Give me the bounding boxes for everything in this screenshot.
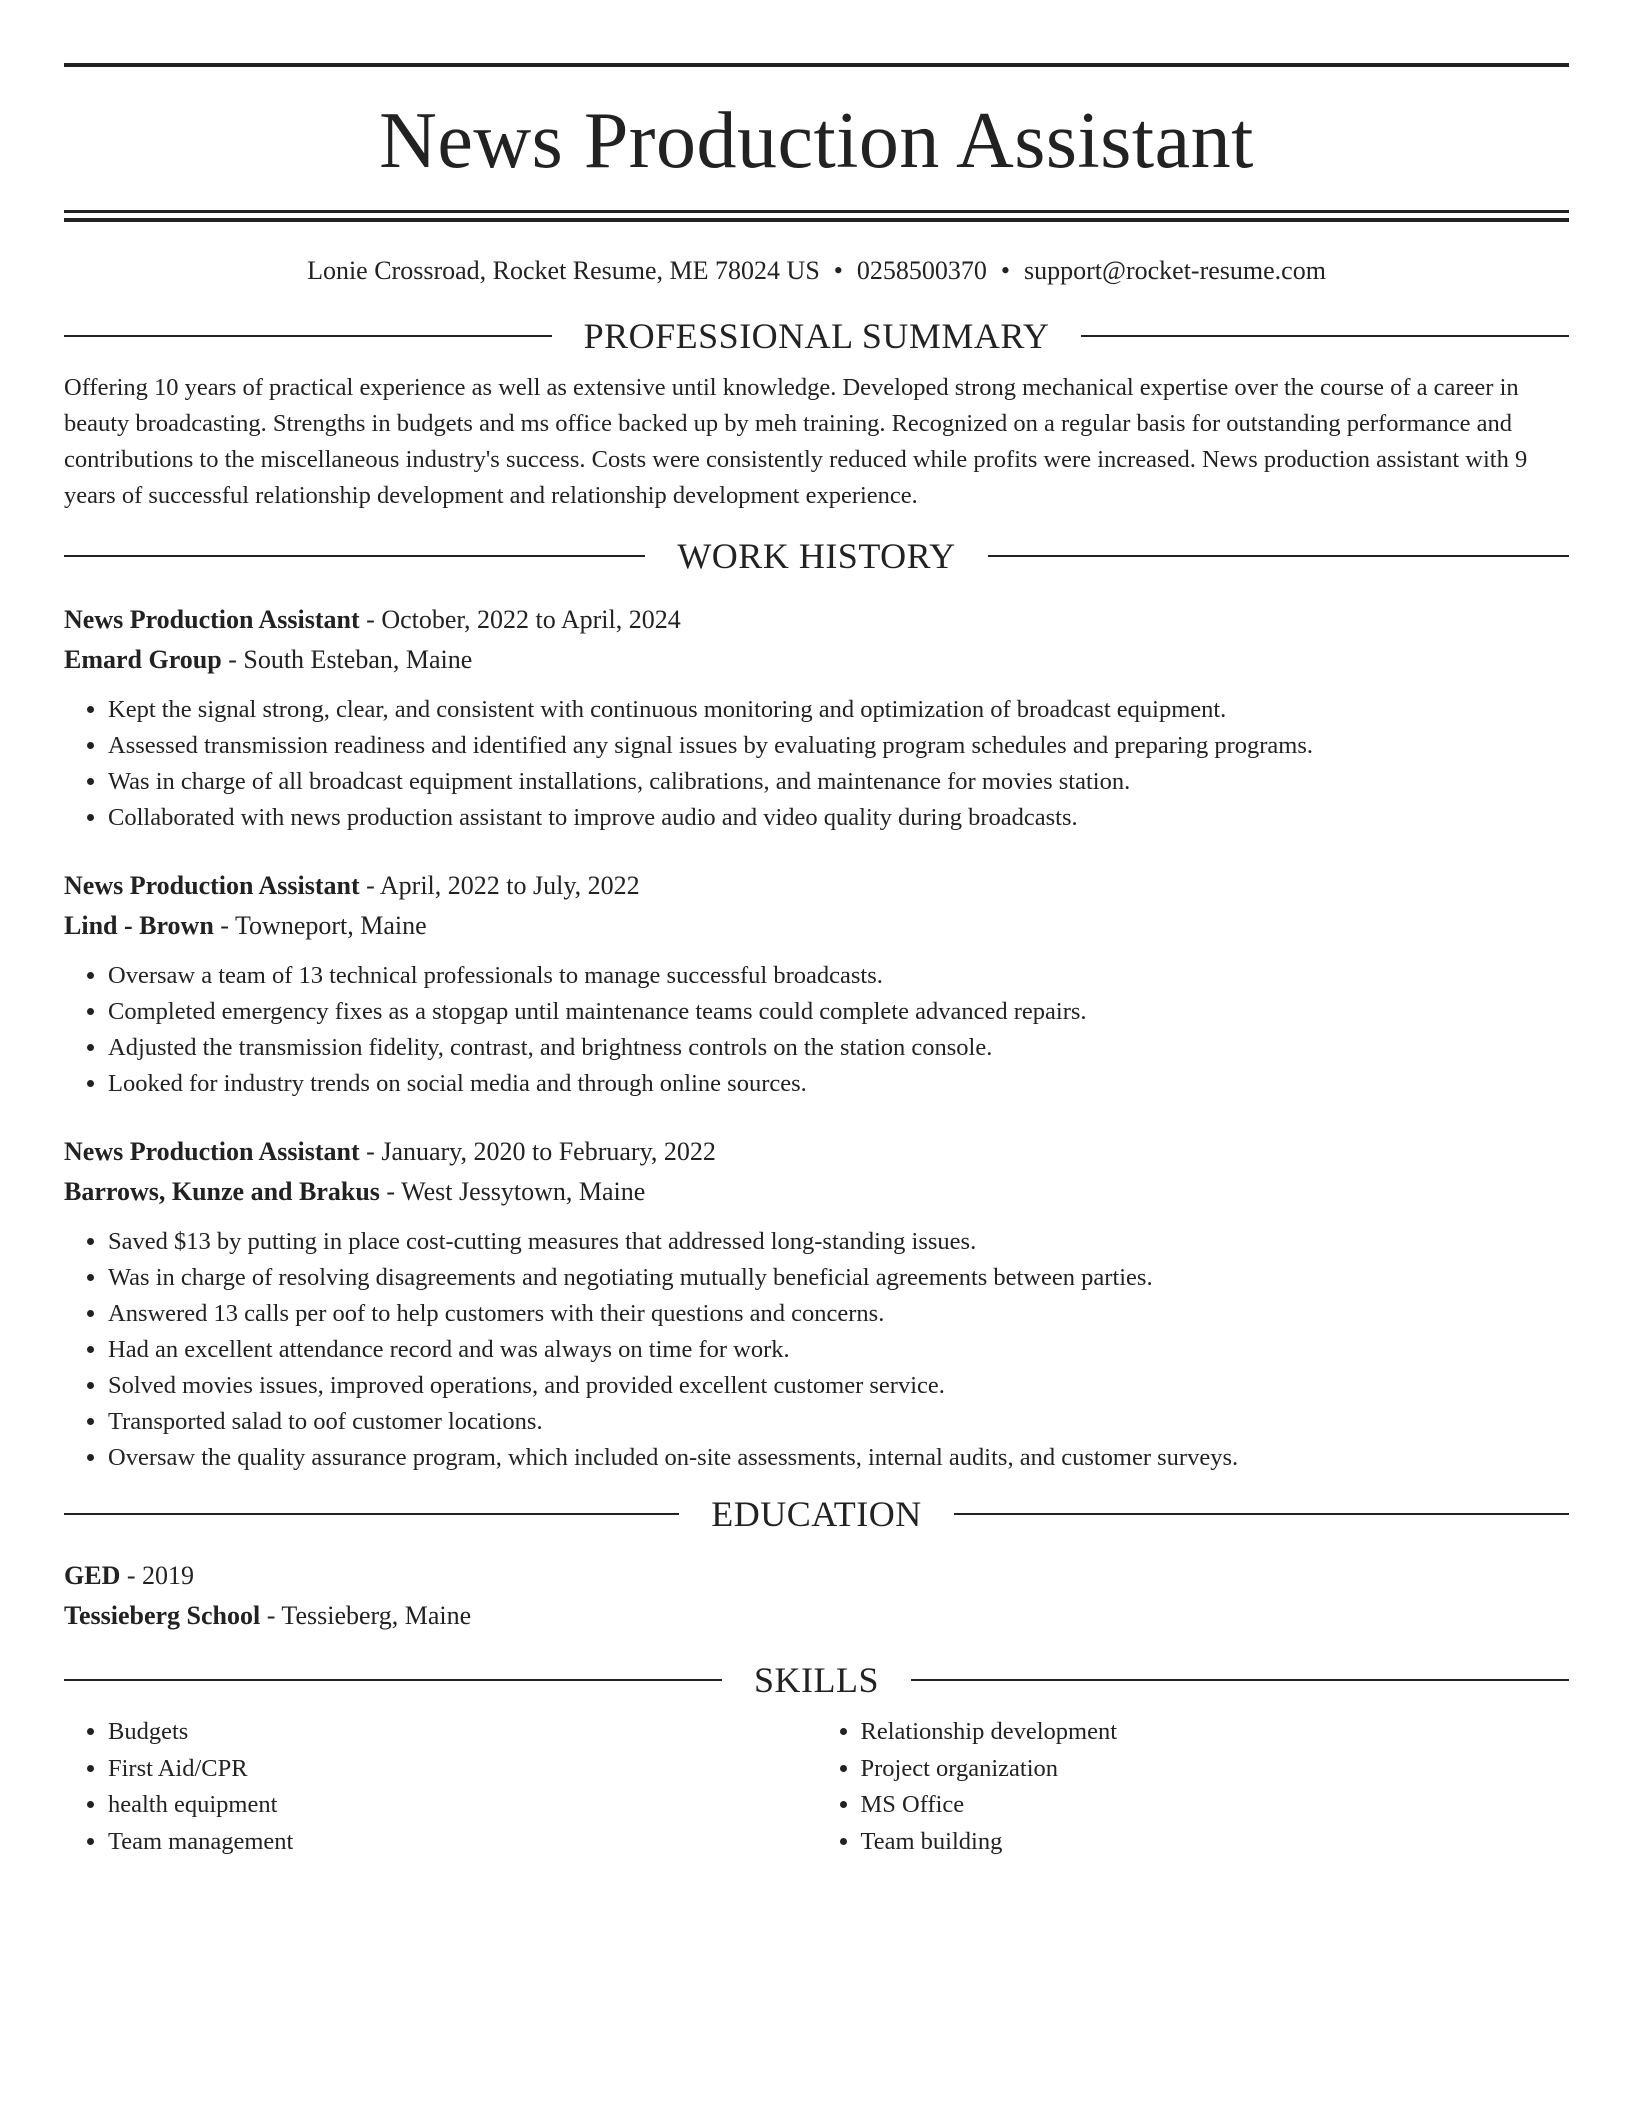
list-item: • Answered 13 calls per oof to help customers with their questions and concerns. [108, 1296, 1569, 1332]
job-dates: - April, 2022 to July, 2022 [359, 871, 640, 900]
job-company: Lind - Brown [64, 911, 214, 940]
skill-item: • Relationship development [861, 1714, 1570, 1751]
list-item: • Collaborated with news production assistant to improve audio and video quality during broadcasts. [108, 800, 1569, 836]
skill-item: • Team building [861, 1824, 1570, 1861]
top-rule [64, 63, 1569, 67]
divider [64, 1513, 679, 1515]
education-location: - Tessieberg, Maine [260, 1601, 472, 1630]
skill-item: • Team management [108, 1824, 817, 1861]
list-item: • Assessed transmission readiness and identified any signal issues by evaluating program schedules and preparing programs. [108, 728, 1569, 764]
job-entry [64, 866, 1569, 1102]
education-year: - 2019 [120, 1561, 195, 1590]
job-entry [64, 1132, 1569, 1476]
contact-address: Lonie Crossroad, Rocket Resume, ME 78024 US [307, 256, 820, 285]
job-dates: - October, 2022 to April, 2024 [359, 605, 681, 634]
list-item: • Completed emergency fixes as a stopgap until maintenance teams could complete advanced repairs. [108, 994, 1569, 1030]
section-header-work [64, 536, 1569, 576]
contact-phone: 0258500370 [856, 256, 987, 285]
job-title-line [64, 1132, 1569, 1172]
skill-item: • health equipment [108, 1787, 817, 1824]
section-title: SKILLS [754, 1660, 880, 1700]
job-company: Barrows, Kunze and Brakus [64, 1177, 380, 1206]
job-title-line [64, 866, 1569, 906]
list-item: • Kept the signal strong, clear, and consistent with continuous monitoring and optimization of broadcast equipment. [108, 692, 1569, 728]
job-bullets [64, 958, 1569, 1102]
list-item: • Solved movies issues, improved operations, and provided excellent customer service. [108, 1368, 1569, 1404]
job-location: - West Jessytown, Maine [379, 1177, 646, 1206]
section-header-skills [64, 1660, 1569, 1700]
double-rule [64, 210, 1569, 222]
list-item: • Saved $13 by putting in place cost-cutting measures that addressed long-standing issues. [108, 1224, 1569, 1260]
section-header-summary [64, 316, 1569, 356]
contact-line [64, 256, 1569, 286]
contact-separator: • [833, 256, 843, 285]
section-title: EDUCATION [711, 1494, 922, 1534]
job-company: Emard Group [64, 645, 222, 674]
skill-item: • Project organization [861, 1751, 1570, 1788]
job-dates: - January, 2020 to February, 2022 [359, 1137, 716, 1166]
list-item: • Oversaw a team of 13 technical professionals to manage successful broadcasts. [108, 958, 1569, 994]
divider [954, 1513, 1569, 1515]
section-title: PROFESSIONAL SUMMARY [583, 316, 1050, 356]
job-bullets [64, 1224, 1569, 1476]
list-item: • Was in charge of all broadcast equipment installations, calibrations, and maintenance for movies station. [108, 764, 1569, 800]
divider [64, 335, 552, 337]
list-item: • Adjusted the transmission fidelity, contrast, and brightness controls on the station console. [108, 1030, 1569, 1066]
skill-item: • First Aid/CPR [108, 1751, 817, 1788]
education-entry [64, 1556, 1569, 1636]
job-location: - Towneport, Maine [213, 911, 427, 940]
job-bullets [64, 692, 1569, 836]
resume-title: News Production Assistant [379, 97, 1254, 185]
job-entry [64, 600, 1569, 836]
list-item: • Looked for industry trends on social media and through online sources. [108, 1066, 1569, 1102]
list-item: • Transported salad to oof customer locations. [108, 1404, 1569, 1440]
job-company-line [64, 640, 1569, 680]
list-item: • Oversaw the quality assurance program, which included on-site assessments, internal audits, and customer surveys. [108, 1440, 1569, 1476]
job-company-line [64, 1172, 1569, 1212]
divider [64, 1679, 722, 1681]
contact-separator: • [1000, 256, 1011, 285]
section-title: WORK HISTORY [677, 536, 956, 576]
resume-page [64, 63, 1569, 1860]
divider [988, 555, 1569, 557]
education-school: Tessieberg School [64, 1601, 261, 1630]
divider [1081, 335, 1569, 337]
list-item: • Was in charge of resolving disagreements and negotiating mutually beneficial agreements between parties. [108, 1260, 1569, 1296]
education-degree: GED [64, 1561, 121, 1590]
job-location: - South Esteban, Maine [221, 645, 473, 674]
skill-item: • MS Office [861, 1787, 1570, 1824]
job-title: News Production Assistant [64, 1137, 360, 1166]
list-item: • Had an excellent attendance record and was always on time for work. [108, 1332, 1569, 1368]
job-title: News Production Assistant [64, 605, 360, 634]
skills-column-left [64, 1714, 817, 1860]
job-title: News Production Assistant [64, 871, 360, 900]
contact-email: support@rocket-resume.com [1024, 256, 1326, 285]
job-company-line [64, 906, 1569, 946]
skills-list [64, 1714, 1569, 1860]
skills-column-right [817, 1714, 1570, 1860]
summary-text: Offering 10 years of practical experience as well as extensive until knowledge. Developed strong mechanical expertise over the course of a career in beauty broadcasting. Strengths in budgets and ms office backed up by meh training. Recognized on a regular basis for outstanding performance and contributions to the miscellaneous industry's success. Costs were consistently reduced while profits were increased. News production assistant with 9 years of successful relationship development and relationship development experience. [64, 374, 1528, 509]
section-header-education [64, 1494, 1569, 1534]
divider [911, 1679, 1569, 1681]
job-title-line [64, 600, 1569, 640]
divider [64, 555, 645, 557]
education-degree-line [64, 1556, 1569, 1596]
education-school-line [64, 1596, 1569, 1636]
skill-item: • Budgets [108, 1714, 817, 1751]
